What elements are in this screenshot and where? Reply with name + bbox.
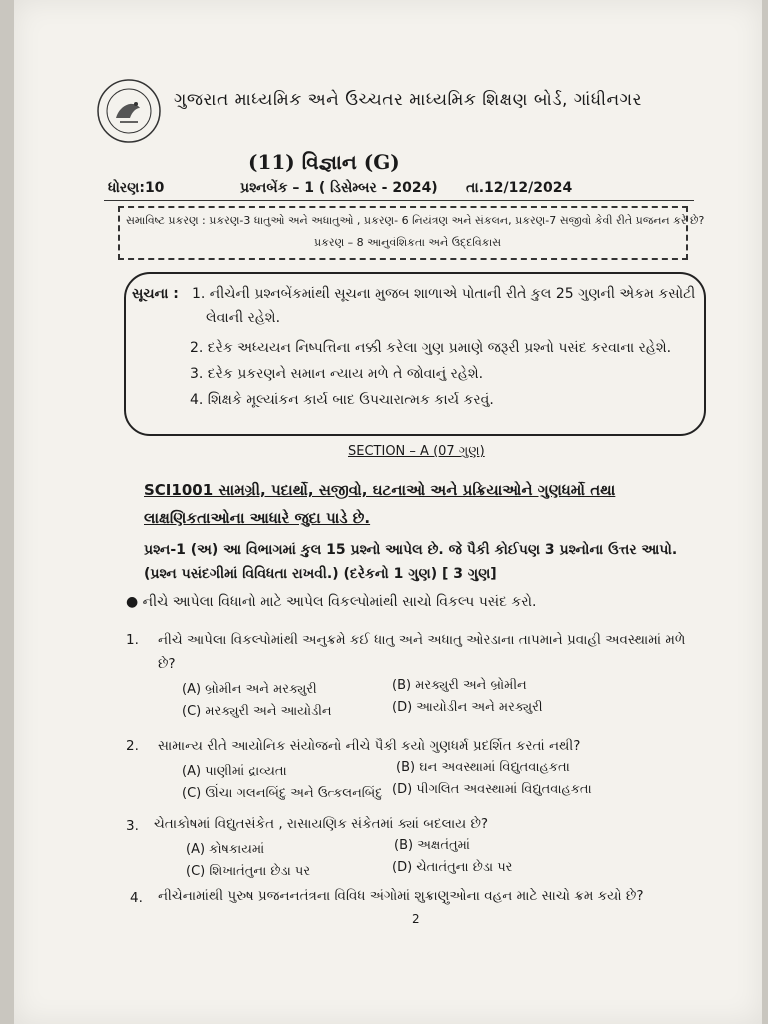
subject-title: (11) વિજ્ઞાન (G) (248, 150, 400, 174)
question-text-cont: છે? (158, 656, 176, 672)
instruction-item: 2. દરેક અધ્યયન નિષ્પત્તિના નક્કી કરેલા ગુણ પ્રમાણે જરૂરી પ્રશ્નો પસંદ કરવાના રહેશે. (190, 340, 672, 356)
question-text: ચેતાકોષમાં વિદ્યુતસંકેત , રાસાયણિક સંકેતમાં ક્યાં બદલાય છે? (154, 816, 489, 832)
document-page (14, 0, 762, 1024)
instruction-item: લેવાની રહેશે. (206, 310, 281, 326)
instruction-item: 3. દરેક પ્રકરણને સમાન ન્યાય મળે તે જોવાનું રહેશે. (190, 366, 484, 382)
instruction-item: 1. નીચેની પ્રશ્નબેંકમાંથી સૂચના મુજબ શાળાએ પોતાની રીતે કુલ 25 ગુણની એકમ કસોટી (192, 286, 696, 302)
syllabus-line-1: સમાવિષ્ટ પ્રકરણ : પ્રકરણ-3 ધાતુઓ અને અધાતુઓ , પ્રકરણ- 6 નિયંત્રણ અને સંકલન, પ્રકરણ-7 સજીવો કેવી રીતે પ્રજનન કરે છે? (126, 214, 705, 227)
option: (B) અક્ષતંતુમાં (394, 838, 470, 853)
question-number: 4. (130, 890, 143, 906)
board-seal-logo (96, 78, 162, 144)
question-intro: પ્રશ્ન-1 (અ) આ વિભાગમાં કુલ 15 પ્રશ્નો આપેલ છે. જે પૈકી કોઈપણ 3 પ્રશ્નોના ઉત્તર આપો. (પ્રશ્ન પસંદગીમાં વિવિધતા રાખવી.) (દરેકનો 1 ગુણ) [ 3 ગુણ] (144, 542, 678, 582)
question-number: 2. (126, 738, 139, 754)
question-number: 3. (126, 818, 139, 834)
standard-label: ધોરણ:10 (108, 180, 165, 196)
option: (B) મરક્યુરી અને બ્રોમીન (392, 678, 527, 693)
question-text: નીચે આપેલા વિકલ્પોમાંથી અનુક્રમે કઈ ધાતુ અને અધાતુ ઓરડાના તાપમાને પ્રવાહી અવસ્થામાં મળે (158, 632, 686, 648)
option: (D) પીગલિત અવસ્થામાં વિદ્યુતવાહકતા (392, 782, 592, 797)
option: (A) બ્રોમીન અને મરક્યુરી (182, 682, 317, 697)
header-divider (104, 200, 694, 201)
section-heading: SECTION – A (07 ગુણ) (348, 444, 485, 459)
syllabus-line-2: પ્રકરણ – 8 આનુવંશિકતા અને ઉદ્દવિકાસ (314, 236, 502, 249)
board-name: ગુજરાત માધ્યમિક અને ઉચ્ચતર માધ્યમિક શિક્ષણ બોર્ડ, ગાંધીનગર (174, 90, 642, 110)
option: (B) ઘન અવસ્થામાં વિદ્યુતવાહકતા (396, 760, 570, 775)
instruction-text: નીચે આપેલા વિધાનો માટે આપેલ વિકલ્પોમાંથી સાચો વિકલ્પ પસંદ કરો. (142, 594, 537, 610)
learning-outcome: SCI1001 સામગ્રી, પદાર્થો, સજીવો, ઘટનાઓ અને પ્રક્રિયાઓને ગુણધર્મો તથા લાક્ષણિકતાઓના આધારે જુદા પાડે છે. (144, 481, 616, 527)
exam-date: તા.12/12/2024 (466, 180, 573, 196)
option: (A) કોષકાયમાં (186, 842, 265, 857)
option: (C) ઊંચા ગલનબિંદુ અને ઉત્કલનબિંદુ (182, 786, 383, 801)
option: (A) પાણીમાં દ્રાવ્યતા (182, 764, 287, 779)
instructions-label: સૂચના : (132, 286, 179, 302)
page-number: 2 (412, 912, 420, 926)
instruction-bullet: ● નીચે આપેલા વિધાનો માટે આપેલ વિકલ્પોમાંથી સાચો વિકલ્પ પસંદ કરો. (126, 594, 537, 610)
option: (C) મરક્યુરી અને આયોડીન (182, 704, 332, 719)
question-number: 1. (126, 632, 139, 648)
question-text: નીચેનામાંથી પુરુષ પ્રજનનતંત્રના વિવિધ અંગોમાં શુક્રાણુઓના વહન માટે સાચો ક્રમ કયો છે? (158, 888, 644, 904)
option: (D) ચેતાતંતુના છેડા પર (392, 860, 513, 875)
option: (D) આયોડીન અને મરક્યુરી (392, 700, 543, 715)
question-text: સામાન્ય રીતે આયોનિક સંયોજનો નીચે પૈકી કયો ગુણધર્મ પ્રદર્શિત કરતાં નથી? (158, 738, 581, 754)
option: (C) શિખાતંતુના છેડા પર (186, 864, 311, 879)
instruction-item: 4. શિક્ષકે મૂલ્યાંકન કાર્ય બાદ ઉપચારાત્મક કાર્ય કરવું. (190, 392, 494, 408)
question-bank-title: પ્રશ્નબેંક – 1 ( ડિસેમ્બર - 2024) (240, 180, 438, 196)
